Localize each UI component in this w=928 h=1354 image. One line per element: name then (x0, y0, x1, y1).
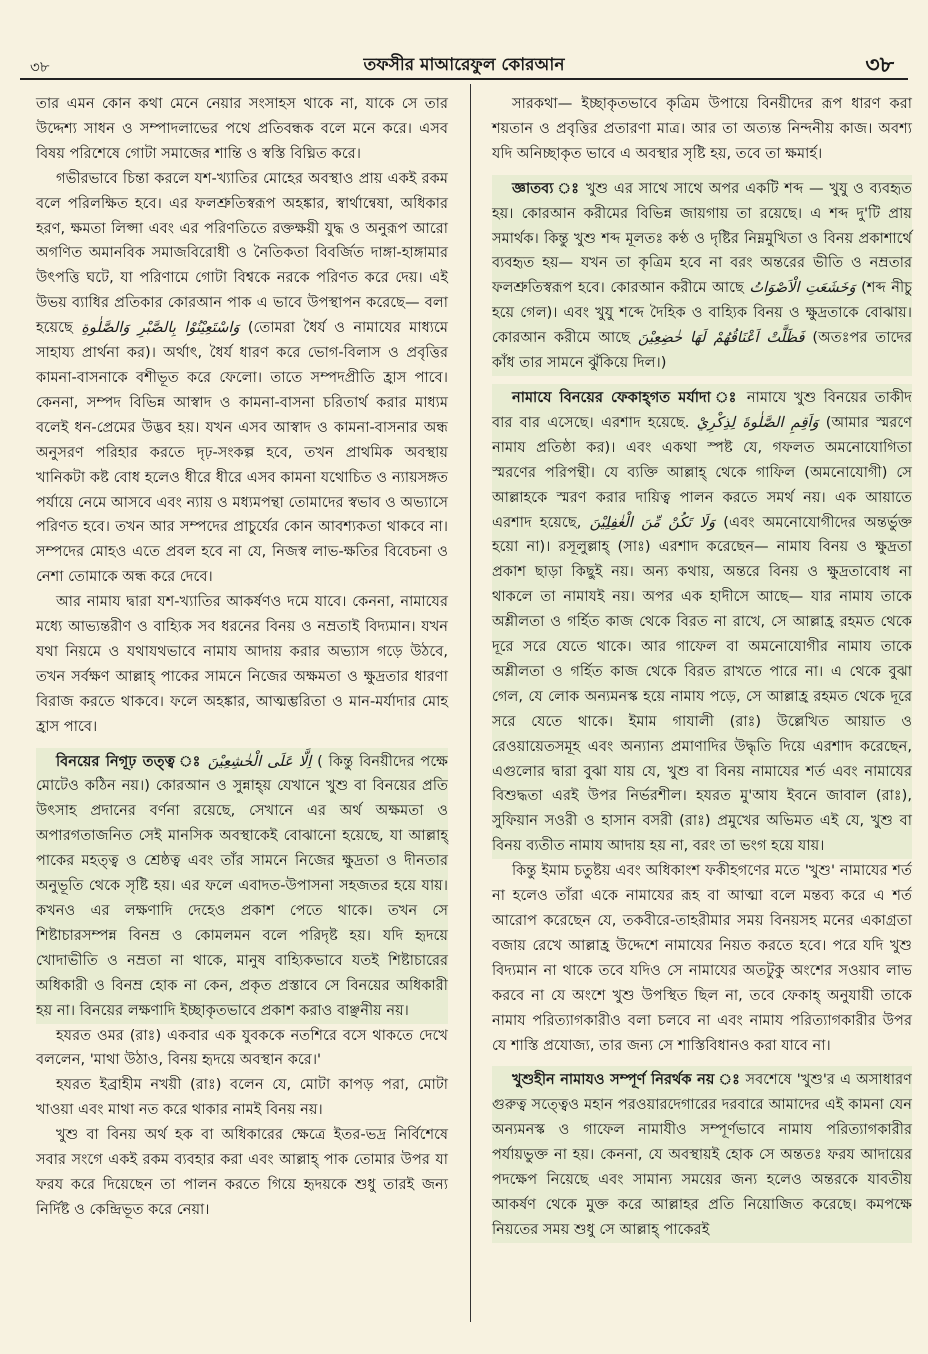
page-header (20, 42, 908, 80)
paragraph: হযরত ইব্রাহীম নখয়ী (রাঃ) বলেন যে, মোটা কাপড় পরা, মোটা খাওয়া এবং মাথা নত করে থাকার নামই বিনয় নয়। (36, 1076, 448, 1119)
arabic-verse: وَاسْتَعِيْنُوْا بِالصَّبْرِ وَالصَّلٰوةِ (81, 319, 240, 337)
paragraph: তার এমন কোন কথা মেনে নেয়ার সংসাহস থাকে না, যাকে সে তার উদ্দেশ্য সাধন ও সম্পাদলাভের পথে প্রতিবন্ধক বলে মনে করে। এসব বিষয় পরিশেষে গোটা সমাজের শান্তি ও স্বস্তি বিঘ্নিত করে। (36, 95, 448, 162)
paragraph: নামাযে বিনয়ের ফেকাহ্গত মর্যাদা ঃ নামাযে খুশু বিনয়ের তাকীদ বার বার এসেছে। এরশাদ হয়েছে. وَاَقِمِ الصَّلٰوةَ لِذِكْرِيْ (আমার স্মরণে নামায প্রতিষ্ঠা কর)। এবং একথা স্পষ্ট যে, গফলত অমনোযোগিতা স্মরণের পরিপন্থী। যে ব্যক্তি আল্লাহ্ থেকে গাফিল (অমনোযোগী) সে আল্লাহকে স্মরণ করার দায়িত্ব পালন করতে সমর্থ নয়। এক আয়াতে এরশাদ হয়েছে, وَلَا تَكُنْ مِّنَ الْغٰفِلِيْنَ (এবং অমনোযোগীদের অন্তর্ভুক্ত হয়ো না)। রসূলুল্লাহ্ (সাঃ) এরশাদ করেছেন— নামায বিনয় ও ক্ষুদ্রতা প্রকাশ ছাড়া কিছুই নয়। অন্য কথায়, অন্তরে বিনয় ও ক্ষুদ্রতাবোধ না থাকলে তা নামাযই নয়। অপর এক হাদীসে আছে— যার নামায তাকে অশ্লীলতা ও গর্হিত কাজ থেকে বিরত না রাখে, সে আল্লাহ্র রহমত থেকে দূরে সরে যেতে থাকে। আর গাফেল বা অমনোযোগীর নামায তাকে অশ্লীলতা ও গর্হিত কাজ থেকে বিরত রাখতে পারে না। এ থেকে বুঝা গেল, যে লোক অন্যমনস্ক হয়ে নামায পড়ে, সে আল্লাহ্র রহমত থেকে দূরে সরে যেতে থাকে। ইমাম গাযালী (রাঃ) উল্লেখিত আয়াত ও রেওয়ায়েতসমূহ এবং অন্যান্য প্রমাণাদির উদ্ধৃতি দিয়ে এরশাদ করেছেন, এগুলোর দ্বারা বুঝা যায় যে, খুশু বা বিনয় নামাযের শর্ত এবং নামাযের বিশুদ্ধতা এরই উপর নির্ভরশীল। হযরত মু'আয ইবনে জাবাল (রাঃ), সুফিয়ান সওরী ও হাসান বসরী (রাঃ) প্রমুখের অভিমত এই যে, খুশু বা বিনয় ব্যতীত নামায আদায় হয় না, বরং তা ভংগ হয়ে যায়। (492, 384, 912, 859)
paragraph: হযরত ওমর (রাঃ) একবার এক যুবককে নতশিরে বসে থাকতে দেখে বললেন, 'মাথা উঠাও, বিনয় হৃদয়ে অবস্থান করে।' (36, 1026, 448, 1069)
paragraph: সারকথা— ইচ্ছাকৃতভাবে কৃত্রিম উপায়ে বিনয়ীদের রূপ ধারণ করা শয়তান ও প্রবৃত্তির প্রতারণা মাত্র। আর তা অত্যন্ত নিন্দনীয় কাজ। অবশ্য যদি অনিচ্ছাকৃত ভাবে এ অবস্থার সৃষ্টি হয়, তবে তা ক্ষমার্হ। (492, 95, 912, 162)
paragraph: কিন্তু ইমাম চতুষ্টয় এবং অধিকাংশ ফকীহগণের মতে 'খুশু' নামাযের শর্ত না হলেও তাঁরা একে নামাযের রূহ বা আত্মা বলে মন্তব্য করে এ শর্ত আরোপ করেছেন যে, তকবীরে-তাহরীমার সময় বিনয়সহ মনের একাগ্রতা বজায় রেখে আল্লাহ্র উদ্দেশে নামাযের নিয়ত করতে হবে। পরে যদি খুশু বিদ্যমান না থাকে তবে যদিও সে নামাযের অতটুকু অংশের সওয়াব লাভ করবে না যে অংশে খুশু উপস্থিত ছিল না, তবে ফেকাহ্ অনুযায়ী তাকে নামায পরিত্যাগকারীও বলা চলবে না এবং নামায পরিত্যাগকারীর উপর যে শাস্তি প্রযোজ্য, তার জন্য সে শাস্তিবিধানও করা যাবে না। (492, 862, 912, 1054)
paragraph: জ্ঞাতব্য ঃ খুশু এর সাথে সাথে অপর একটি শব্দ — খুযু ও ব্যবহৃত হয়। কোরআন করীমের বিভিন্ন জায়গায় তা রয়েছে। এ শব্দ দু'টি প্রায় সমার্থক। কিন্তু খুশু শব্দ মূলতঃ কণ্ঠ ও দৃষ্টির নিম্নমুখিতা ও বিনয় প্রকাশার্থে ব্যবহৃত হয়— যখন তা কৃত্রিম হবে না বরং অন্তরের ভীতি ও নম্রতার ফলশ্রুতিস্বরূপ হবে। কোরআন করীমে আছে وَخَشَعَتِ الْاَصْوَاتُ (শব্দ নীচু হয়ে গেল)। এবং খুযু শব্দে দৈহিক ও বাহ্যিক বিনয় ও ক্ষুদ্রতাকে বোঝায়। কোরআন করীমে আছে فَظَلَّتْ اَعْنَاقُهُمْ لَهَا خٰضِعِيْنَ (অতঃপর তাদের কাঁধ তার সামনে ঝুঁকিয়ে দিল।) (492, 175, 912, 376)
page-number-left: ৩৮ (30, 58, 50, 76)
arabic-verse: وَاَقِمِ الصَّلٰوةَ لِذِكْرِيْ (696, 413, 819, 431)
paragraph: খুশু বা বিনয় অর্থ হক বা অধিকারের ক্ষেত্রে ইতর-ভদ্র নির্বিশেষে সবার সংগে একই রকম ব্যবহার করা এবং আল্লাহ্ পাক তোমার উপর যা ফরয করে দিয়েছেন তা পালন করতে গিয়ে হৃদয়কে শুধু তারই জন্য নির্দিষ্ট ও কেন্দ্রিভূত করে নেয়া। (36, 1126, 448, 1218)
running-title: তফসীর মাআরেফুল কোরআন (363, 55, 565, 75)
right-column (492, 92, 912, 1243)
left-column (36, 92, 448, 1223)
paragraph: খুশুহীন নামাযও সম্পূর্ণ নিরর্থক নয় ঃ সবশেষে 'খুশু'র এ অসাধারণ গুরুত্ব সত্ত্বেও মহান পরওয়ারদেগারের দরবারে আমাদের এই কামনা যেন অন্যমনস্ক ও গাফেল নামাযীও সম্পূর্ণভাবে নামায পরিত্যাগকারীর পর্যায়ভুক্ত না হয়। কেননা, যে অবস্থায়ই হোক সে অন্ততঃ ফরয আদায়ের পদক্ষেপ নিয়েছে এবং সামান্য সময়ের জন্য হলেও অন্তরকে যাবতীয় আকর্ষণ থেকে মুক্ত করে আল্লাহর প্রতি নিয়োজিত করেছে। কমপক্ষে নিয়তের সময় শুধু সে আল্লাহ্ পাকেরই (492, 1066, 912, 1242)
section-heading: নামাযে বিনয়ের ফেকাহ্গত মর্যাদা ঃ (512, 388, 740, 406)
section-heading: বিনয়ের নিগূঢ় তত্ত্ব ঃ (56, 752, 202, 770)
arabic-verse: وَخَشَعَتِ الْاَصْوَاتُ (749, 279, 856, 297)
arabic-verse: وَلَا تَكُنْ مِّنَ الْغٰفِلِيْنَ (589, 513, 716, 531)
section-heading: জ্ঞাতব্য ঃ (512, 179, 581, 197)
section-heading: খুশুহীন নামাযও সম্পূর্ণ নিরর্থক নয় ঃ (512, 1071, 741, 1089)
arabic-verse: فَظَلَّتْ اَعْنَاقُهُمْ لَهَا خٰضِعِيْنَ (637, 329, 805, 347)
page-number-right: ৩৮ (865, 53, 894, 78)
paragraph: আর নামায দ্বারা যশ-খ্যাতির আকর্ষণও দমে যাবে। কেননা, নামাযের মধ্যে আভ্যন্তরীণ ও বাহ্যিক সব ধরনের বিনয় ও নম্রতাই বিদ্যমান। যখন যথা নিয়মে ও যথাযথভাবে নামায আদায় করার অভ্যাস গড়ে উঠবে, তখন সর্বক্ষণ আল্লাহ্ পাকের সামনে নিজের অক্ষমতা ও ক্ষুদ্রতার ধারণা বিরাজ করতে থাকবে। ফলে অহঙ্কার, আত্মম্ভরিতা ও মান-মর্যাদার মোহ হ্রাস পাবে। (36, 593, 449, 735)
paragraph: বিনয়ের নিগূঢ় তত্ত্ব ঃ اِلَّا عَلَى الْخٰشِعِيْنَ ( কিন্তু বিনয়ীদের পক্ষে মোটেও কঠিন নয়।) কোরআন ও সুন্নাহ্য় যেখানে খুশু বা বিনয়ের প্রতি উৎসাহ প্রদানের বর্ণনা রয়েছে, সেখানে এর অর্থ অক্ষমতা ও অপারগতাজনিত সেই মানসিক অবস্থাকেই বোঝানো হয়েছে, যা আল্লাহ্ পাকের মহত্ত্ব ও শ্রেষ্ঠত্ব এবং তাঁর সামনে নিজের ক্ষুদ্রতা ও দীনতার অনুভূতি থেকে সৃষ্টি হয়। এর ফলে এবাদত-উপাসনা সহজতর হয়ে যায়। কখনও এর লক্ষণাদি দেহেও প্রকাশ পেতে থাকে। তখন সে শিষ্টাচারসম্পন্ন বিনম্র ও কোমলমন বলে পরিদৃষ্ট হয়। যদি হৃদয়ে খোদাভীতি ও নম্রতা না থাকে, মানুষ বাহ্যিকভাবে যতই শিষ্টাচারের অধিকারী ও বিনম্র হোক না কেন, প্রকৃত প্রস্তাবে সে বিনয়ের অধিকারী হয় না। বিনয়ের লক্ষণাদি ইচ্ছাকৃতভাবে প্রকাশ করাও বাঞ্ছনীয় নয়। (36, 748, 448, 1024)
arabic-verse: اِلَّا عَلَى الْخٰشِعِيْنَ (207, 752, 312, 770)
column-divider (470, 84, 471, 1322)
paragraph: গভীরভাবে চিন্তা করলে যশ-খ্যাতির মোহের অবস্থাও প্রায় একই রকম বলে পরিলক্ষিত হবে। এর ফলশ্রুতিস্বরূপ অহঙ্কার, স্বার্থান্বেষা, অধিকার হরণ, ক্ষমতা লিপ্সা এবং এর পরিণতিতে রক্তক্ষয়ী যুদ্ধ ও অনুরূপ আরো অগণিত অমানবিক সমাজবিরোধী ও নৈতিকতা বিবর্জিত দাঙ্গা-হাঙ্গামার উৎপত্তি ঘটে, যা পরিণামে গোটা বিশ্বকে নরকে পরিণত করে দেয়। এই উভয় ব্যাধির প্রতিকার কোরআন পাক এ ভাবে উপস্থাপন করেছে— বলা হয়েছে وَاسْتَعِيْنُوْا بِالصَّبْرِ وَالصَّلٰوةِ (তোমরা ধৈর্য ও নামাযের মাধ্যমে সাহায্য প্রার্থনা কর)। অর্থাৎ, ধৈর্য ধারণ করে ভোগ-বিলাস ও প্রবৃত্তির কামনা-বাসনাকে বশীভূত করে ফেলো। তাতে সম্পদপ্রীতি হ্রাস পাবে। কেননা, সম্পদ বিভিন্ন আস্বাদ ও কামনা-বাসনা চরিতার্থ করার মাধ্যম বলেই ধন-প্রেমের উদ্ভব হয়। যখন এসব আস্বাদ ও কামনা-বাসনার অন্ধ অনুসরণ পরিহার করতে দৃঢ়-সংকল্প হবে, তখন প্রাথমিক অবস্থায় খানিকটা কষ্ট বোধ হলেও ধীরে ধীরে এসব কামনা যথোচিত ও ন্যায়সঙ্গত পর্যায়ে নেমে আসবে এবং ন্যায় ও মধ্যমপন্থা তোমাদের স্বভাব ও অভ্যাসে পরিণত হবে। তখন আর সম্পদের প্রাচুর্যের কোন আবশ্যকতা থাকবে না। সম্পদের মোহও এতে প্রবল হবে না যে, নিজস্ব লাভ-ক্ষতির বিবেচনা ও নেশা তোমাকে অন্ধ করে দেবে। (36, 169, 448, 586)
